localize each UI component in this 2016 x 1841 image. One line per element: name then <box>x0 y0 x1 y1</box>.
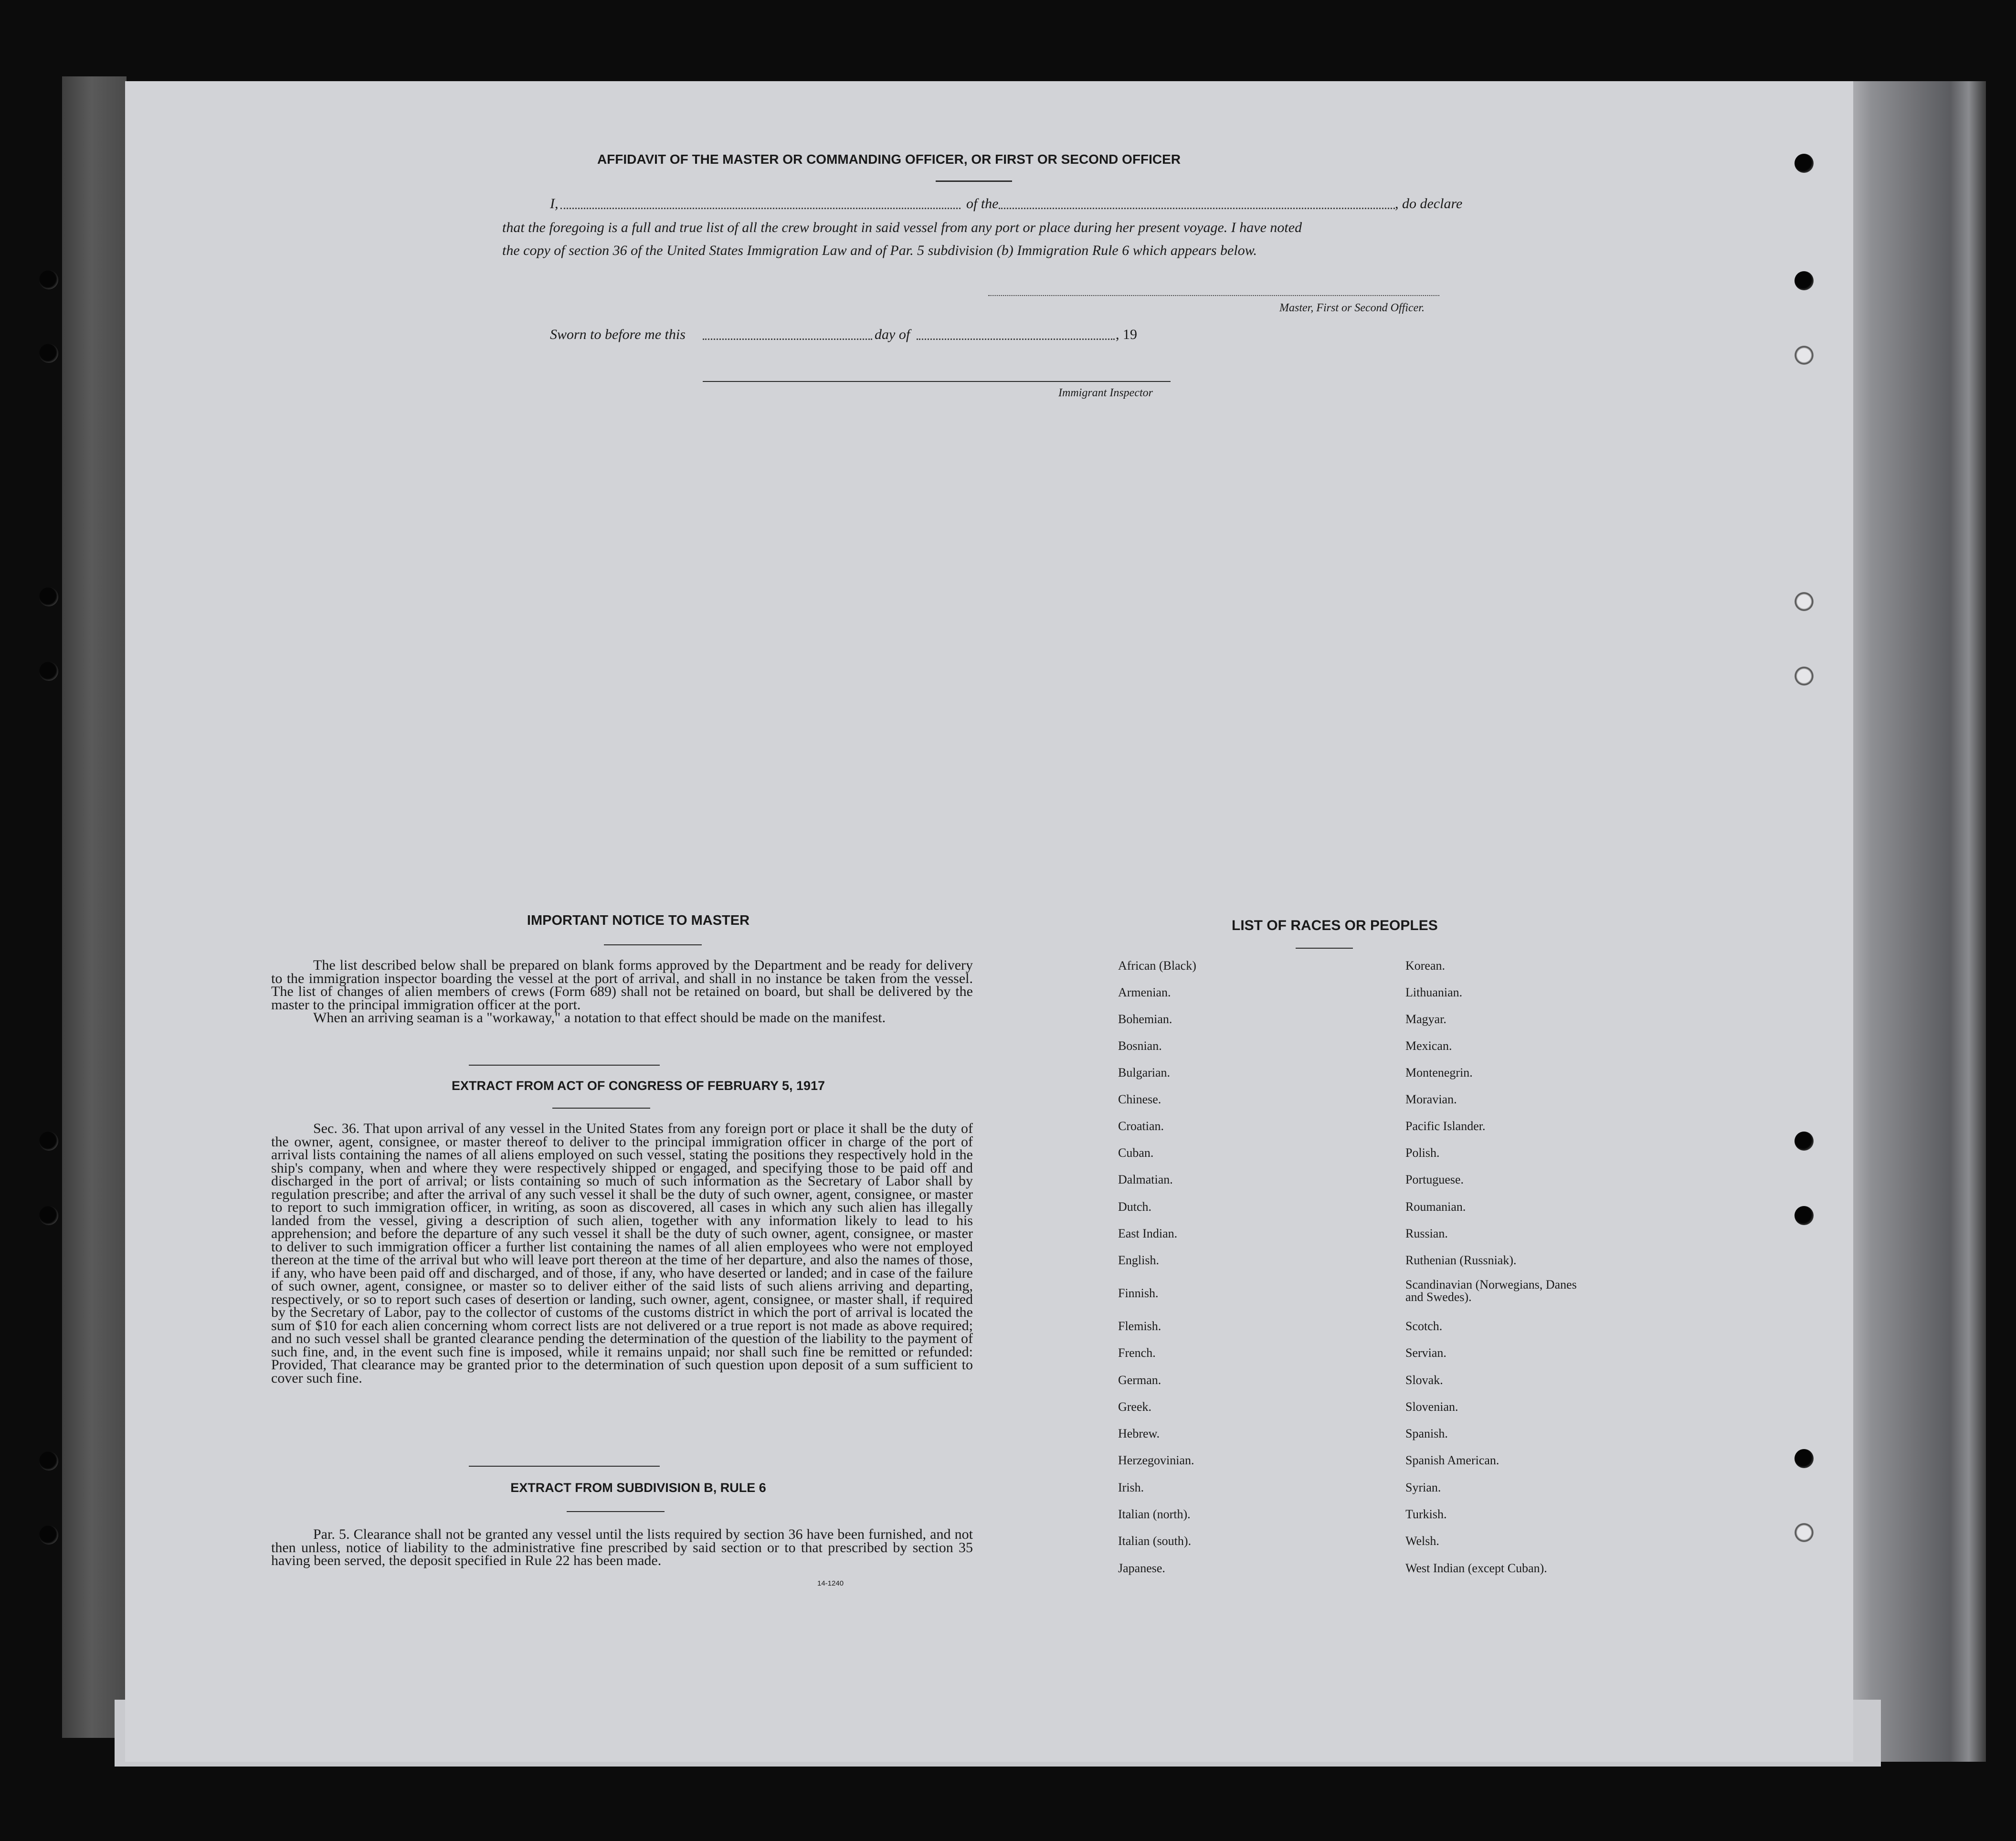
punch-hole-icon <box>1794 1132 1814 1151</box>
punch-hole-icon <box>39 1132 58 1151</box>
sworn-day-field[interactable] <box>703 339 872 340</box>
sworn-year: , 19 <box>1116 327 1137 342</box>
punch-hole-icon <box>1794 154 1814 173</box>
race-item: Lithuanian. <box>1405 985 1463 999</box>
race-item: Montenegrin. <box>1405 1066 1473 1079</box>
punch-hole-icon <box>1794 667 1814 686</box>
extract-rule-title: EXTRACT FROM SUBDIVISION B, RULE 6 <box>510 1481 766 1495</box>
race-item: Scotch. <box>1405 1319 1443 1333</box>
section-divider <box>469 1065 660 1066</box>
manifest-page <box>125 81 1853 1762</box>
race-item: Bohemian. <box>1118 1012 1172 1026</box>
punch-hole-icon <box>39 587 58 606</box>
extract-act-body <box>271 1122 973 1385</box>
race-item: Bosnian. <box>1118 1039 1162 1053</box>
race-item: Croatian. <box>1118 1119 1164 1133</box>
race-item: Syrian. <box>1405 1481 1441 1494</box>
race-item: Ruthenian (Russniak). <box>1405 1253 1517 1267</box>
officer-name-field[interactable] <box>560 208 961 209</box>
affidavit-title: AFFIDAVIT OF THE MASTER OR COMMANDING OFFICER, OR FIRST OR SECOND OFFICER <box>597 152 1181 167</box>
race-item: Cuban. <box>1118 1146 1154 1160</box>
race-item: Slovenian. <box>1405 1400 1458 1414</box>
affidavit-declare: , do declare <box>1395 196 1463 212</box>
race-item: East Indian. <box>1118 1227 1178 1240</box>
punch-hole-icon <box>39 270 58 289</box>
race-item: Bulgarian. <box>1118 1066 1171 1079</box>
extract-rule-rule <box>567 1511 665 1512</box>
races-rule <box>1296 948 1353 949</box>
race-item: Herzegovinian. <box>1118 1453 1194 1467</box>
punch-hole-icon <box>39 662 58 681</box>
race-item: Turkish. <box>1405 1507 1447 1521</box>
affidavit-i: I, <box>550 196 559 212</box>
races-title: LIST OF RACES OR PEOPLES <box>1232 918 1438 933</box>
notice-paragraph: The list described below shall be prepared on blank forms approved by the Department and be ready for delivery to the immigration inspector boarding the vessel at the port of arrival, and shall in no instance be taken from the vessel. The list of changes of alien members of crews (Form 689) shall not be retained on board, but shall be delivered by the master to the principal immigration officer at the port. <box>271 957 973 1013</box>
race-item: Scandinavian (Norwegians, Danes and Swedes). <box>1405 1278 1577 1304</box>
punch-hole-icon <box>39 344 58 363</box>
extract-act-title: EXTRACT FROM ACT OF CONGRESS OF FEBRUARY 5, 1917 <box>451 1079 825 1093</box>
punch-hole-icon <box>1794 1449 1814 1468</box>
race-item: Moravian. <box>1405 1092 1457 1106</box>
punch-hole-icon <box>39 1451 58 1471</box>
race-item: Slovak. <box>1405 1373 1443 1387</box>
race-item: Dutch. <box>1118 1200 1152 1214</box>
race-item: Welsh. <box>1405 1534 1439 1548</box>
inspector-signature-line[interactable] <box>703 381 1171 382</box>
punch-hole-icon <box>39 1206 58 1225</box>
title-underline <box>936 180 1012 182</box>
race-item: German. <box>1118 1373 1161 1387</box>
notice-rule <box>604 944 702 945</box>
race-item: Mexican. <box>1405 1039 1452 1053</box>
binder-edge-left <box>62 76 127 1738</box>
race-item: Finnish. <box>1118 1286 1159 1300</box>
race-item: English. <box>1118 1253 1159 1267</box>
notice-paragraph: When an arriving seaman is a "workaway," a notation to that effect should be made on the manifest. <box>313 1010 886 1026</box>
affidavit-line-3: the copy of section 36 of the United States Immigration Law and of Par. 5 subdivision (b) Immigration Rule 6 which appears below. <box>502 243 1257 258</box>
race-item: Italian (north). <box>1118 1507 1191 1521</box>
punch-hole-icon <box>1794 1523 1814 1542</box>
par-5-text: Par. 5. Clearance shall not be granted any vessel until the lists required by section 36 have been furnished, and not then unless, notice of liability to the administrative fine prescribed by said section or to that prescribed by section 35 having been served, the deposit specified in Rule 22 has been made. <box>271 1526 973 1568</box>
extract-rule-body <box>271 1528 973 1567</box>
race-item: Japanese. <box>1118 1561 1165 1575</box>
race-item: Hebrew. <box>1118 1427 1160 1440</box>
punch-hole-icon <box>1794 592 1814 611</box>
affidavit-line-2: that the foregoing is a full and true list of all the crew brought in said vessel from any port or place during her present voyage. I have noted <box>502 220 1302 235</box>
race-item: Dalmatian. <box>1118 1173 1173 1186</box>
affidavit-of-the: of the <box>966 196 999 212</box>
race-item: Korean. <box>1405 959 1446 973</box>
notice-body <box>271 959 973 1025</box>
race-item: Pacific Islander. <box>1405 1119 1486 1133</box>
race-item: Irish. <box>1118 1481 1144 1494</box>
race-item: Polish. <box>1405 1146 1440 1160</box>
race-item: Flemish. <box>1118 1319 1161 1333</box>
race-item: West Indian (except Cuban). <box>1405 1561 1547 1575</box>
race-item: Chinese. <box>1118 1092 1161 1106</box>
race-item: Armenian. <box>1118 985 1171 999</box>
race-item: Italian (south). <box>1118 1534 1192 1548</box>
sworn-month-field[interactable] <box>917 339 1115 340</box>
race-item: Spanish American. <box>1405 1453 1499 1467</box>
race-item: Portuguese. <box>1405 1173 1464 1186</box>
punch-hole-icon <box>1794 1206 1814 1225</box>
sworn-day-of: day of <box>875 327 910 342</box>
binder-edge-right <box>1843 81 1986 1762</box>
form-number: 14-1240 <box>817 1579 844 1587</box>
race-item: African (Black) <box>1118 959 1196 973</box>
race-item: Roumanian. <box>1405 1200 1466 1214</box>
section-36-text: Sec. 36. That upon arrival of any vessel in the United States from any foreign port or place it shall be the duty of the owner, agent, consignee, or master thereof to deliver to the principal immigration officer in charge of the port of arrival lists containing the names of all aliens employed on such vessel, stating the positions they respectively hold in the ship's company, when and where they were respectively shipped or engaged, and specifying those to be paid off and discharged in the port of arrival; or lists containing so much of such information as the Secretary of Labor shall by regulation prescribe; and after the arrival of any such vessel it shall be the duty of such owner, agent, consignee, or master to report to such immigration officer, in writing, as soon as discovered, all cases in which any such alien has illegally landed from the vessel, giving a description of such alien, together with any information likely to lead to his apprehension; and before the departure of any such vessel it shall be the duty of such owner, agent, consignee, or master to deliver to such immigration officer a further list containing the names of all alien employees who were not employed thereon at the time of the arrival but who will leave port thereon at the time of her departure, and also the names of those, if any, who have been paid off and discharged, and of those, if any, who have deserted or landed; and in case of the failure of such owner, agent, consignee, or master so to deliver either of the said lists of such aliens arriving and departing, respectively, or so to report such cases of desertion or landing, such owner, agent, consignee, or master shall, if required by the Secretary of Labor, pay to the collector of customs of the customs district in which the port of arrival is located the sum of $10 for each alien concerning whom correct lists are not delivered or a true report is not made as above required; and no such vessel shall be granted clearance pending the determination of the question of the liability to the payment of such fine, and, in the event such fine is imposed, while it remains unpaid; nor shall such fine be remitted or refunded: Provided, That clearance may be granted prior to the determination of such question upon deposit of a sum sufficient to cover such fine. <box>271 1121 973 1386</box>
race-item: French. <box>1118 1346 1156 1360</box>
punch-hole-icon <box>39 1525 58 1545</box>
officer-signature-label: Master, First or Second Officer. <box>1279 302 1425 314</box>
race-item: Greek. <box>1118 1400 1152 1414</box>
race-item: Magyar. <box>1405 1012 1446 1026</box>
extract-act-rule <box>552 1108 650 1109</box>
officer-signature-field[interactable] <box>988 295 1439 296</box>
punch-hole-icon <box>1794 271 1814 290</box>
section-divider <box>469 1466 660 1467</box>
race-item: Spanish. <box>1405 1427 1448 1440</box>
vessel-name-field[interactable] <box>999 208 1395 209</box>
inspector-label: Immigrant Inspector <box>1058 387 1153 399</box>
sworn-prefix: Sworn to before me this <box>550 327 686 342</box>
notice-title: IMPORTANT NOTICE TO MASTER <box>527 913 750 928</box>
punch-hole-icon <box>1794 346 1814 365</box>
race-item: Russian. <box>1405 1227 1448 1240</box>
race-item: Servian. <box>1405 1346 1446 1360</box>
